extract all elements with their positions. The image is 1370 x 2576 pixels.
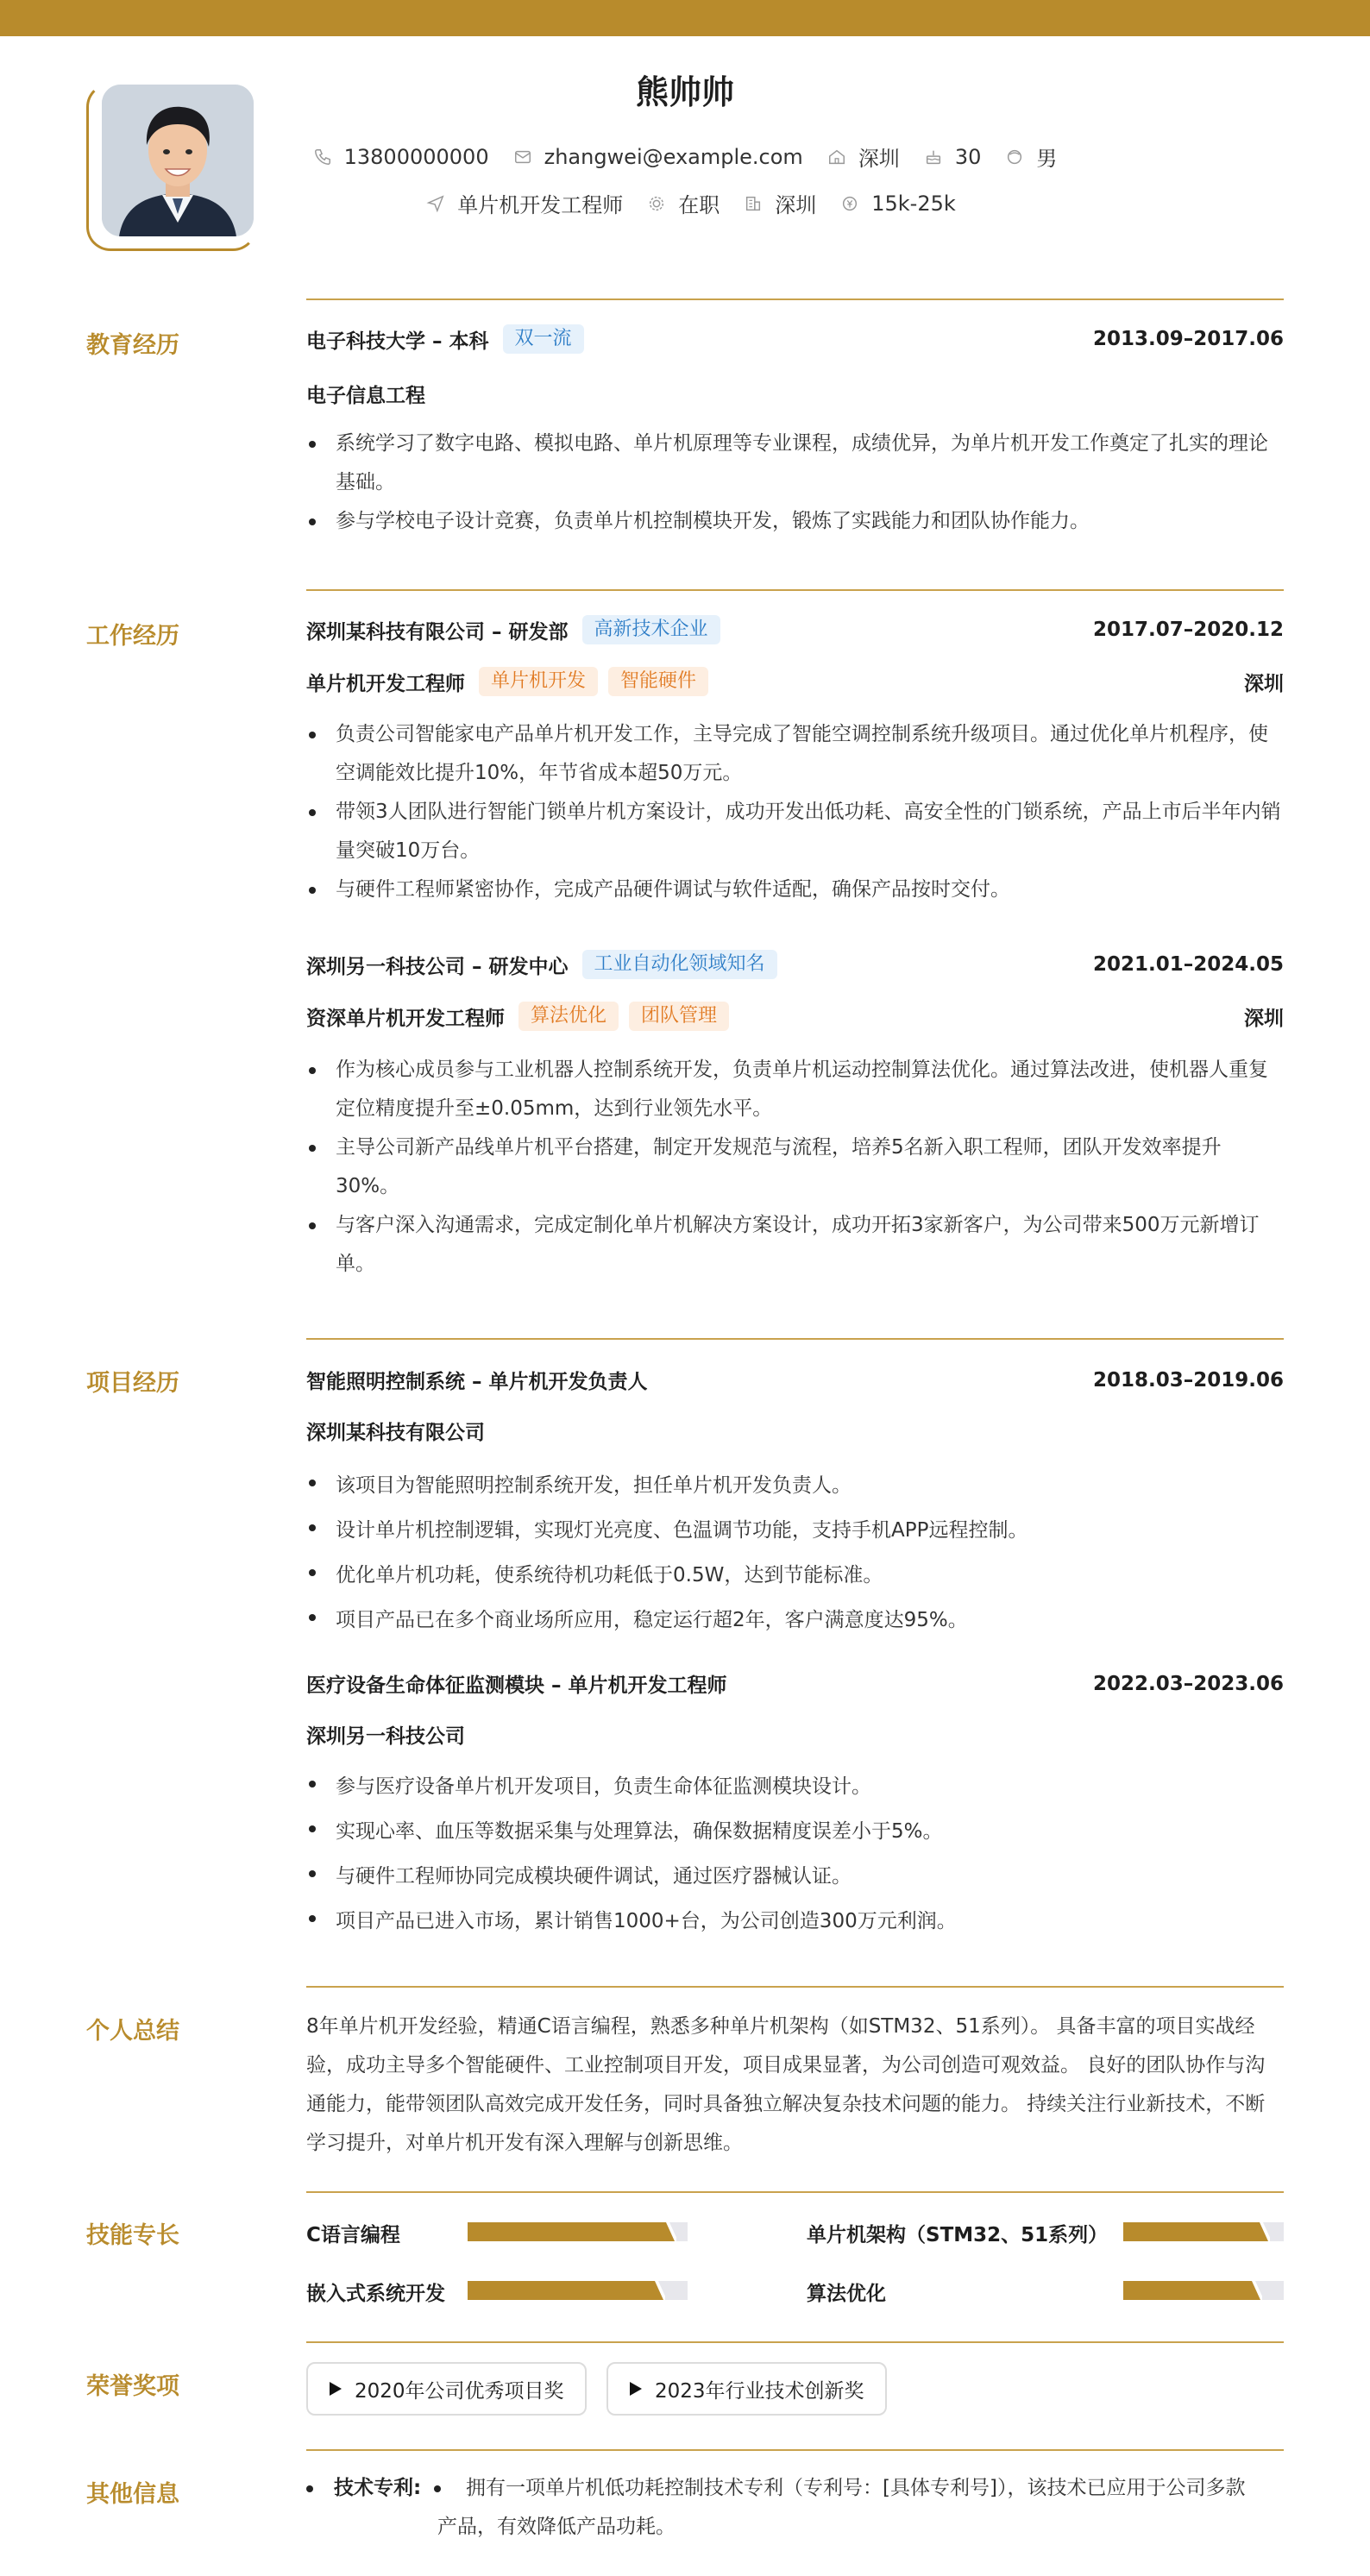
email-address: zhangwei@example.com [544,144,803,169]
education-bullets [306,424,1284,541]
list-item: 主导公司新产品线单片机平台搭建，制定开发规范与流程，培养5名新入职工程师，团队开发效率提升30%。 [306,1128,1284,1206]
skill-name: 算法优化 [807,2283,886,2305]
project-company: 深圳某科技有限公司 [306,1422,485,1444]
skill-bar [468,2281,688,2300]
company-tag: 高新技术企业 [582,615,720,644]
email-icon [513,148,532,166]
list-item: 与客户深入沟通需求，完成定制化单片机解决方案设计，成功开拓3家新客户，为公司带来500万元新增订单。 [306,1206,1284,1284]
bullet-dot [434,2485,441,2492]
status-item [647,188,720,218]
job-title: 单片机开发工程师 [457,193,624,217]
project-1-bullets [306,1764,1284,1944]
work-location: 深圳 [1244,672,1284,695]
list-item: 负责公司智能家电产品单片机开发工作，主导完成了智能空调控制系统升级项目。通过优化单片机程序，使空调能效比提升10%，年节省成本超50万元。 [306,715,1284,793]
coin-icon [840,194,859,213]
other-text-line: 拥有一项单片机低功耗控制技术专利（专利号：[具体专利号]），该技术已应用于公司多款 [466,2477,1246,2499]
project-dates: 2018.03–2019.06 [1092,1368,1284,1392]
work-section-title: 工作经历 [86,623,179,650]
role-tag: 单片机开发 [479,667,598,696]
project-dates: 2022.03–2023.06 [1092,1672,1284,1695]
education-major-row [306,380,1284,408]
gear-icon [647,194,666,213]
education-header [306,324,1284,354]
award-label: 2020年公司优秀项目奖 [355,2379,564,2403]
projects-section-title: 项目经历 [86,1370,179,1397]
list-item: 优化单片机功耗，使系统待机功耗低于0.5W，达到节能标准。 [306,1553,1284,1598]
send-icon [426,194,445,213]
skill-bar-cap [1249,2222,1270,2241]
education-divider [306,298,1284,300]
list-item: 实现心率、血压等数据采集与处理算法，确保数据精度误差小于5%。 [306,1809,1284,1854]
project-0-company-row [306,1417,1284,1445]
employment-status: 在职 [678,193,720,217]
role-title: 资深单片机开发工程师 [306,1007,505,1030]
skill-bar-cap [1241,2281,1262,2300]
target-city-item [744,188,816,218]
skill-bar [1123,2222,1284,2241]
cake-icon [924,148,943,166]
work-1-bullets [306,1051,1284,1284]
list-item: 设计单片机控制逻辑，实现灯光亮度、色温调节功能，支持手机APP远程控制。 [306,1508,1284,1553]
work-0-bullets [306,715,1284,909]
summary-section-title: 个人总结 [86,2018,179,2045]
skills-section-title: 技能专长 [86,2222,179,2249]
building-icon [744,194,763,213]
salary-item [840,192,956,216]
contact-info-row [0,141,1370,172]
list-item: 参与医疗设备单片机开发项目，负责生命体征监测模块设计。 [306,1764,1284,1809]
city: 深圳 [858,147,900,171]
home-icon [827,148,846,166]
skill-bar-fill [1123,2281,1252,2300]
company-name: 深圳某科技有限公司 – 研发部 [306,620,569,644]
gender-item [1005,141,1057,172]
top-accent-bar [0,0,1370,36]
project-company: 深圳另一科技公司 [306,1725,465,1748]
salary-range: 15k-25k [871,191,956,216]
project-1-company-row [306,1720,1284,1749]
role-tag: 算法优化 [518,1002,619,1031]
gender: 男 [1036,147,1058,171]
project-name: 智能照明控制系统 – 单片机开发负责人 [306,1371,648,1393]
project-0-bullets [306,1463,1284,1643]
project-name: 医疗设备生命体征监测模块 – 单片机开发工程师 [306,1674,727,1697]
skill-bar-cap [656,2222,676,2241]
skill-bar-fill [468,2281,655,2300]
project-1-header [306,1669,1284,1698]
skill-bar [1123,2281,1284,2300]
age-item [924,145,982,169]
role-tag: 团队管理 [629,1002,729,1031]
award-badge [306,2362,587,2416]
summary-divider [306,1986,1284,1988]
school-name: 电子科技大学 – 本科 [306,330,489,353]
education-dates: 2013.09–2017.06 [1092,328,1284,350]
work-1-role-row [306,1002,1284,1031]
age: 30 [954,144,982,169]
summary-text: 8年单片机开发经验，精通C语言编程，熟悉多种单片机架构（如STM32、51系列）。 具备丰富的项目实战经验，成功主导多个智能硬件、工业控制项目开发，项目成果显著，为公司创造可观效益。 良好的团队协作与沟通能力，能带领团队高效完成开发任务，同时具备独立解决复杂技术问题的能力。 持续关注行业新技术，不断学习提升，对单片机开发有深入理解与创新思维。 [306,2015,1266,2154]
awards-divider [306,2341,1284,2343]
job-title-item [426,188,623,218]
list-item: 项目产品已进入市场，累计销售1000+台，为公司创造300万元利润。 [306,1899,1284,1944]
list-item: 该项目为智能照明控制系统开发，担任单片机开发负责人。 [306,1463,1284,1508]
work-dates: 2017.07–2020.12 [1092,619,1284,641]
candidate-name: 熊帅帅 [635,73,734,111]
skill-bar-fill [1123,2222,1260,2241]
other-label: 技术专利: [334,2477,422,2499]
list-item: 带领3人团队进行智能门锁单片机方案设计，成功开发出低功耗、高安全性的门锁系统，产品上市后半年内销量突破10万台。 [306,793,1284,870]
major: 电子信息工程 [306,385,425,407]
phone-icon [313,148,332,166]
project-0-header [306,1366,1284,1394]
projects-divider [306,1338,1284,1340]
bullet-dot [306,2485,313,2492]
work-0-header [306,615,1284,644]
phone-item [313,145,489,169]
skill-name: 单片机架构（STM32、51系列） [807,2224,1109,2246]
work-1-header [306,950,1284,979]
list-item: 项目产品已在多个商业场所应用，稳定运行超2年，客户满意度达95%。 [306,1598,1284,1643]
skills-divider [306,2191,1284,2193]
job-info-row [0,188,1370,218]
play-icon [329,2381,342,2397]
role-tag: 智能硬件 [608,667,708,696]
work-dates: 2021.01–2024.05 [1092,953,1284,976]
company-tag: 工业自动化领域知名 [582,950,777,979]
skill-bar [468,2222,688,2241]
target-city: 深圳 [775,193,817,217]
education-section-title: 教育经历 [86,332,179,359]
awards-section-title: 荣誉奖项 [86,2373,179,2400]
gender-icon [1005,148,1024,166]
list-item: 系统学习了数字电路、模拟电路、单片机原理等专业课程，成绩优异，为单片机开发工作奠定了扎实的理论基础。 [306,424,1284,502]
skill-name: C语言编程 [306,2224,400,2246]
list-item: 与硬件工程师协同完成模块硬件调试，通过医疗器械认证。 [306,1854,1284,1899]
role-title: 单片机开发工程师 [306,672,465,695]
email-item [513,145,803,169]
other-section-title: 其他信息 [86,2481,179,2508]
skill-name: 嵌入式系统开发 [306,2283,445,2305]
skill-bar-fill [468,2222,666,2241]
company-name: 深圳另一科技公司 – 研发中心 [306,955,569,978]
other-text [437,2469,1285,2547]
phone-number: 13800000000 [343,144,489,169]
list-item: 与硬件工程师紧密协作，完成产品硬件调试与软件适配，确保产品按时交付。 [306,870,1284,909]
list-item: 作为核心成员参与工业机器人控制系统开发，负责单片机运动控制算法优化。通过算法改进，使机器人重复定位精度提升至±0.05mm，达到行业领先水平。 [306,1051,1284,1128]
award-label: 2023年行业技术创新奖 [655,2379,864,2403]
other-text-line: 产品，有效降低产品功耗。 [437,2516,676,2538]
city-item [827,141,900,172]
work-location: 深圳 [1244,1007,1284,1030]
list-item: 参与学校电子设计竞赛，负责单片机控制模块开发，锻炼了实践能力和团队协作能力。 [306,502,1284,541]
school-tag: 双一流 [503,324,584,354]
award-badge [606,2362,887,2416]
other-divider [306,2449,1284,2451]
skill-bar-cap [644,2281,665,2300]
work-0-role-row [306,667,1284,696]
work-divider [306,589,1284,591]
play-icon [629,2381,643,2397]
